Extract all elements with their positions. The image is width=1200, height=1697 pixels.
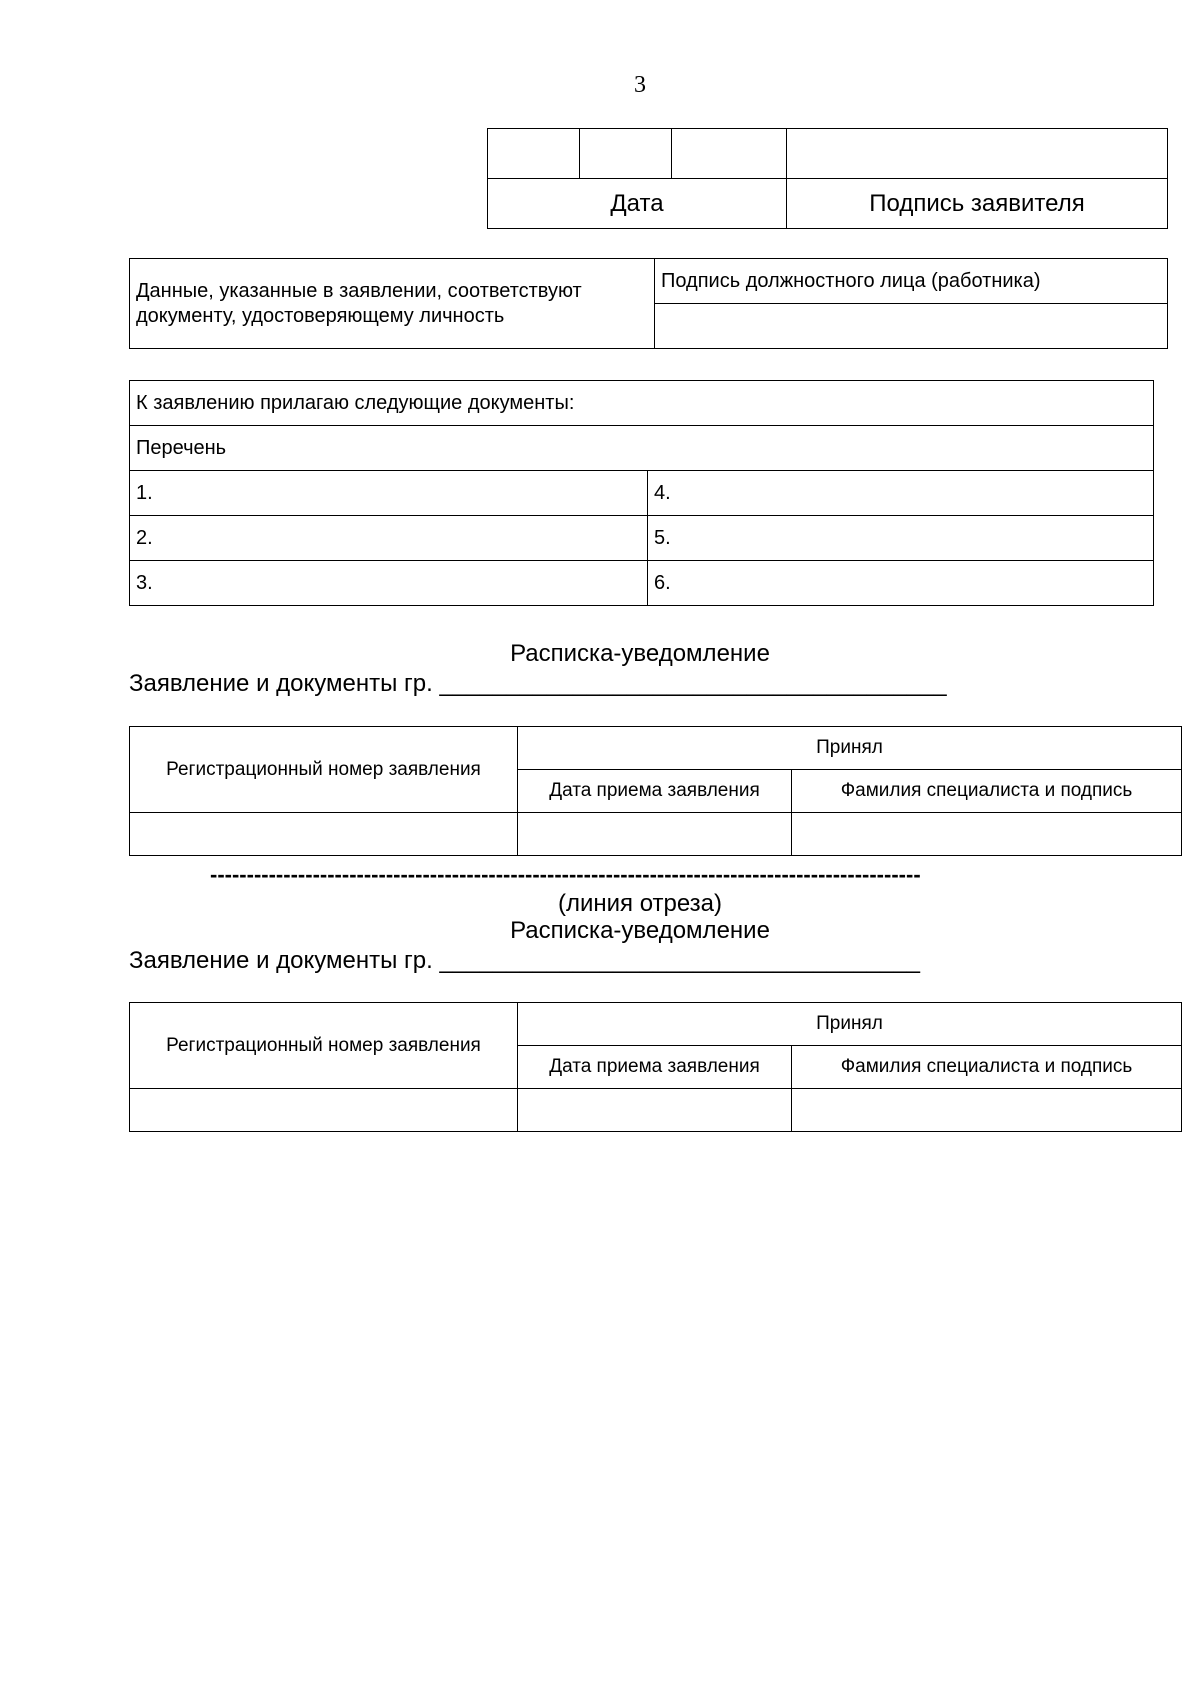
receipt-title-1: Расписка-уведомление xyxy=(510,640,770,667)
verification-text: Данные, указанные в заявлении, соответствуют документу, удостоверяющему личность xyxy=(130,259,655,349)
date-signature-table xyxy=(487,128,1168,229)
attachments-table xyxy=(129,380,1154,606)
attachment-item-2[interactable]: 2. xyxy=(130,516,648,561)
attachment-item-3[interactable]: 3. xyxy=(130,561,648,606)
official-signature-label: Подпись должностного лица (работника) xyxy=(655,259,1168,304)
date-received-label: Дата приема заявления xyxy=(518,1046,792,1089)
date-label: Дата xyxy=(488,179,787,229)
attachment-item-6[interactable]: 6. xyxy=(648,561,1154,606)
specialist-cell[interactable] xyxy=(792,813,1182,856)
date-month-box[interactable] xyxy=(580,129,672,179)
date-day-box[interactable] xyxy=(488,129,580,179)
date-received-label: Дата приема заявления xyxy=(518,770,792,813)
verification-table xyxy=(129,258,1168,349)
reg-number-label: Регистрационный номер заявления xyxy=(130,1003,518,1089)
attachment-item-1[interactable]: 1. xyxy=(130,471,648,516)
specialist-label: Фамилия специалиста и подпись xyxy=(792,770,1182,813)
cut-line: ------------------------------------------------------------------------------------------------- xyxy=(210,862,921,887)
specialist-cell[interactable] xyxy=(792,1089,1182,1132)
page-number: 3 xyxy=(634,72,646,98)
specialist-label: Фамилия специалиста и подпись xyxy=(792,1046,1182,1089)
date-received-cell[interactable] xyxy=(518,1089,792,1132)
applicant-signature-label: Подпись заявителя xyxy=(787,179,1168,229)
attachments-list-label: Перечень xyxy=(130,426,1154,471)
accepted-label: Принял xyxy=(518,727,1182,770)
accepted-label: Принял xyxy=(518,1003,1182,1046)
reg-number-cell[interactable] xyxy=(130,813,518,856)
reg-number-label: Регистрационный номер заявления xyxy=(130,727,518,813)
attachment-item-5[interactable]: 5. xyxy=(648,516,1154,561)
applicant-line-1: Заявление и документы гр. ______________________________________ xyxy=(129,670,947,697)
attachment-item-4[interactable]: 4. xyxy=(648,471,1154,516)
date-year-box[interactable] xyxy=(672,129,787,179)
receipt-table-2 xyxy=(129,1002,1182,1132)
attachments-header: К заявлению прилагаю следующие документы: xyxy=(130,381,1154,426)
receipt-table-1 xyxy=(129,726,1182,856)
official-signature-box[interactable] xyxy=(655,304,1168,349)
receipt-title-2: Расписка-уведомление xyxy=(510,917,770,944)
cut-line-label: (линия отреза) xyxy=(557,890,723,917)
reg-number-cell[interactable] xyxy=(130,1089,518,1132)
applicant-signature-box[interactable] xyxy=(787,129,1168,179)
applicant-line-2: Заявление и документы гр. ____________________________________ xyxy=(129,947,920,974)
date-received-cell[interactable] xyxy=(518,813,792,856)
